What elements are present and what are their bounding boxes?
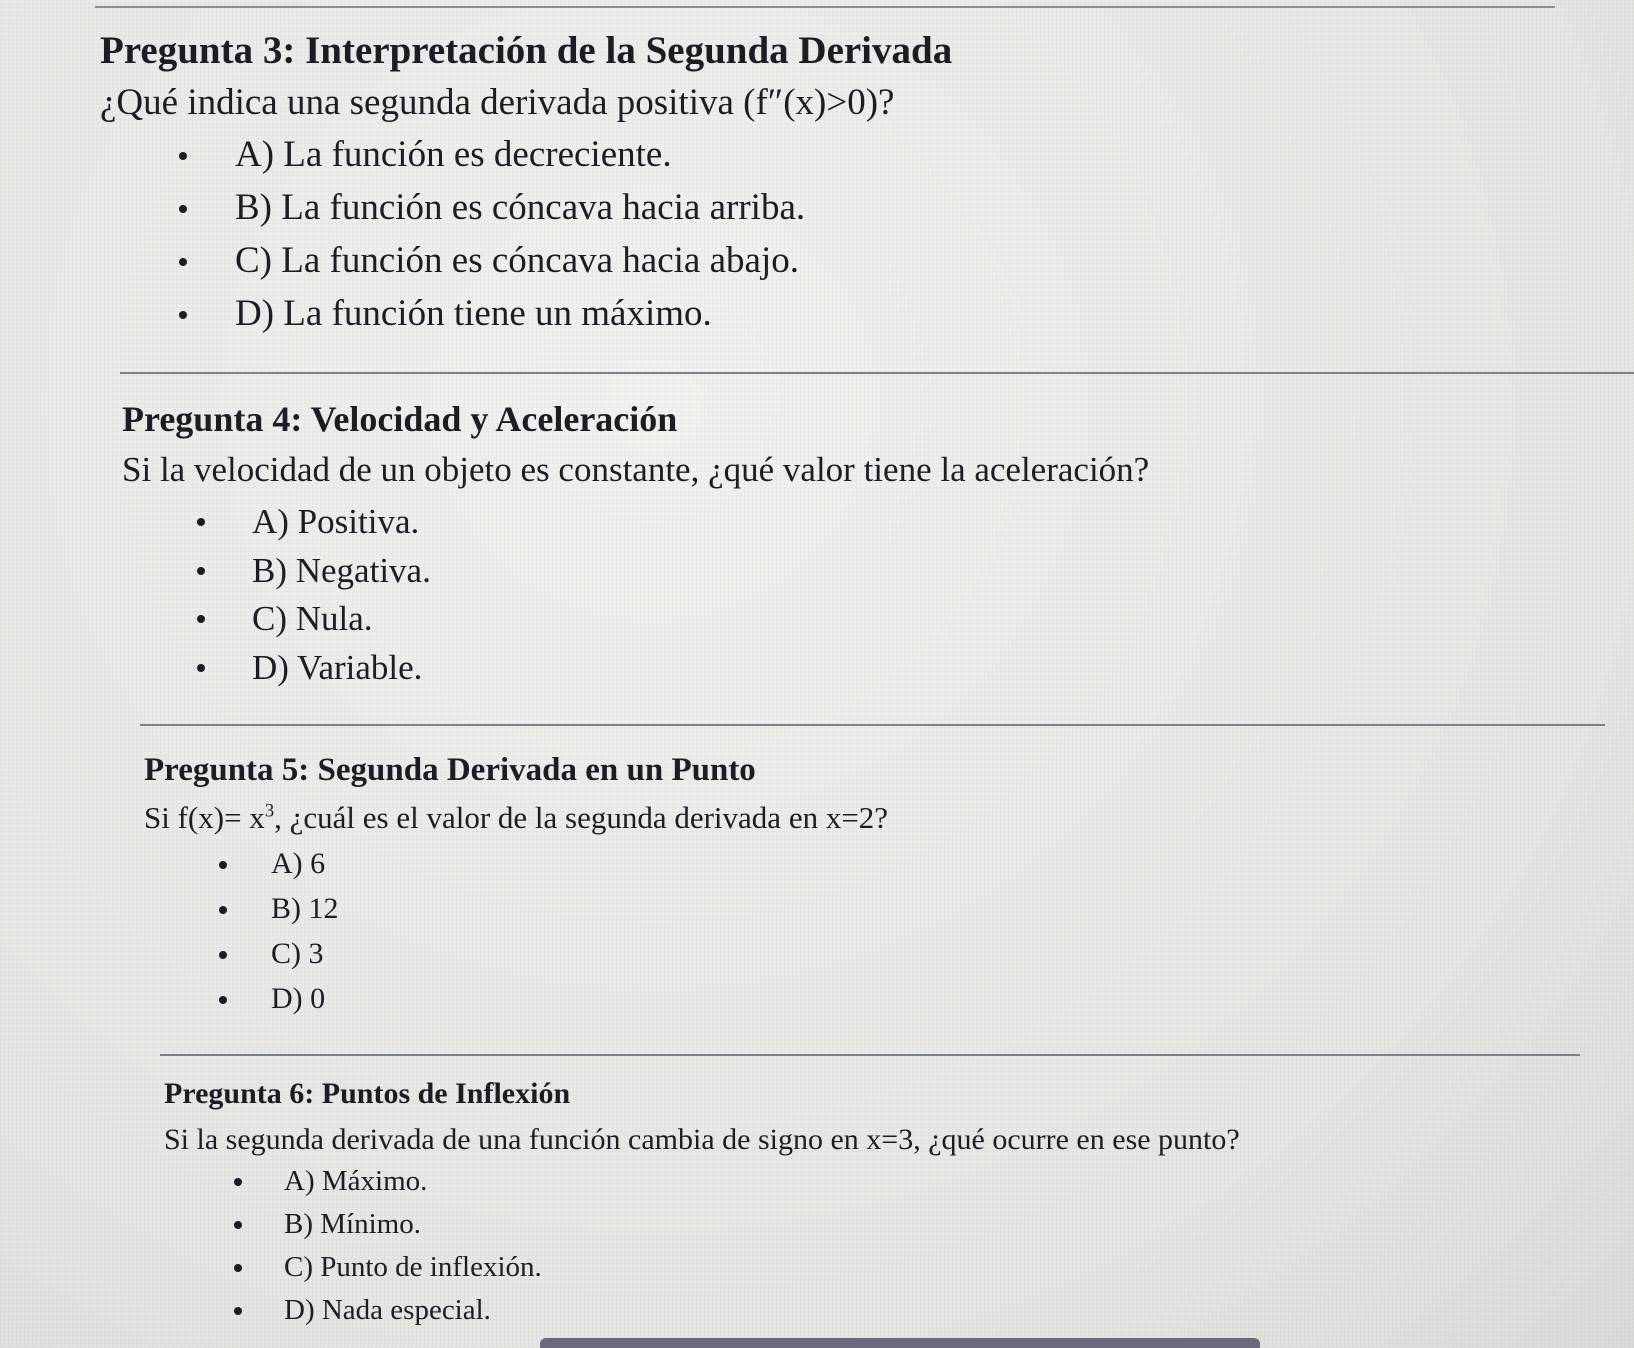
divider: [160, 1054, 1580, 1056]
bullet-icon: [179, 152, 187, 160]
question-4-options: [252, 501, 1149, 695]
option-c[interactable]: [252, 598, 1149, 647]
option-c[interactable]: [235, 239, 952, 292]
question-5: [144, 751, 888, 1026]
bullet-icon: [179, 205, 187, 213]
option-label: C) Punto de inflexión.: [284, 1251, 542, 1283]
option-label: D) 0: [271, 981, 326, 1015]
bullet-icon: [197, 567, 205, 575]
option-a[interactable]: [271, 846, 888, 891]
question-4: [122, 398, 1149, 695]
top-divider: [95, 6, 1555, 8]
question-6: [164, 1076, 1240, 1336]
question-4-title: Pregunta 4: Velocidad y Aceleración: [122, 399, 678, 439]
option-label: B) Mínimo.: [284, 1208, 421, 1240]
option-label: D) Variable.: [252, 647, 423, 687]
divider: [120, 372, 1634, 374]
question-6-options: [284, 1164, 1240, 1336]
option-d[interactable]: [252, 647, 1149, 696]
question-3: [100, 28, 952, 345]
bullet-icon: [219, 906, 227, 914]
option-label: B) Negativa.: [252, 550, 431, 590]
option-b[interactable]: [252, 550, 1149, 599]
option-label: C) La función es cóncava hacia abajo.: [235, 240, 799, 282]
option-d[interactable]: [284, 1293, 1240, 1336]
bullet-icon: [234, 1178, 242, 1186]
exponent: 3: [264, 800, 275, 822]
question-3-options: [235, 133, 952, 345]
option-label: A) La función es decreciente.: [235, 134, 672, 176]
option-b[interactable]: [235, 186, 952, 239]
divider: [140, 724, 1605, 726]
option-label: A) 6: [271, 846, 326, 880]
question-5-text-start: Si f(x)= x: [144, 799, 265, 835]
option-c[interactable]: [284, 1250, 1240, 1293]
bullet-icon: [234, 1221, 242, 1229]
bottom-edge-shadow: [540, 1338, 1260, 1348]
question-6-text: Si la segunda derivada de una función cambia de signo en x=3, ¿qué ocurre en ese punto?: [164, 1123, 1240, 1156]
option-a[interactable]: [284, 1164, 1240, 1207]
option-label: D) La función tiene un máximo.: [235, 293, 712, 335]
question-3-title: Pregunta 3: Interpretación de la Segunda Derivada: [100, 29, 953, 72]
option-label: C) 3: [271, 936, 324, 970]
bullet-icon: [219, 861, 227, 869]
option-label: B) La función es cóncava hacia arriba.: [235, 187, 806, 229]
option-a[interactable]: [235, 133, 952, 186]
question-4-text: Si la velocidad de un objeto es constante, ¿qué valor tiene la aceleración?: [122, 450, 1150, 490]
option-b[interactable]: [284, 1207, 1240, 1250]
option-c[interactable]: [271, 936, 888, 981]
bullet-icon: [179, 258, 187, 266]
bullet-icon: [234, 1307, 242, 1315]
bullet-icon: [197, 518, 205, 526]
bullet-icon: [197, 664, 205, 672]
bullet-icon: [219, 996, 227, 1004]
option-label: D) Nada especial.: [284, 1294, 491, 1326]
question-3-text: ¿Qué indica una segunda derivada positiva (f″(x)>0)?: [100, 81, 895, 123]
question-5-title: Pregunta 5: Segunda Derivada en un Punto: [144, 752, 756, 788]
option-label: A) Máximo.: [284, 1165, 428, 1197]
option-d[interactable]: [235, 292, 952, 345]
option-a[interactable]: [252, 501, 1149, 550]
bullet-icon: [219, 951, 227, 959]
option-label: B) 12: [271, 891, 339, 925]
option-b[interactable]: [271, 891, 888, 936]
question-5-options: [271, 846, 888, 1026]
option-label: C) Nula.: [252, 599, 373, 639]
question-5-text: [144, 799, 888, 836]
option-d[interactable]: [271, 981, 888, 1026]
bullet-icon: [179, 311, 187, 319]
option-label: A) Positiva.: [252, 502, 420, 542]
question-5-text-end: , ¿cuál es el valor de la segunda derivada en x=2?: [274, 799, 889, 835]
bullet-icon: [197, 615, 205, 623]
question-6-title: Pregunta 6: Puntos de Inflexión: [164, 1077, 571, 1110]
bullet-icon: [234, 1264, 242, 1272]
